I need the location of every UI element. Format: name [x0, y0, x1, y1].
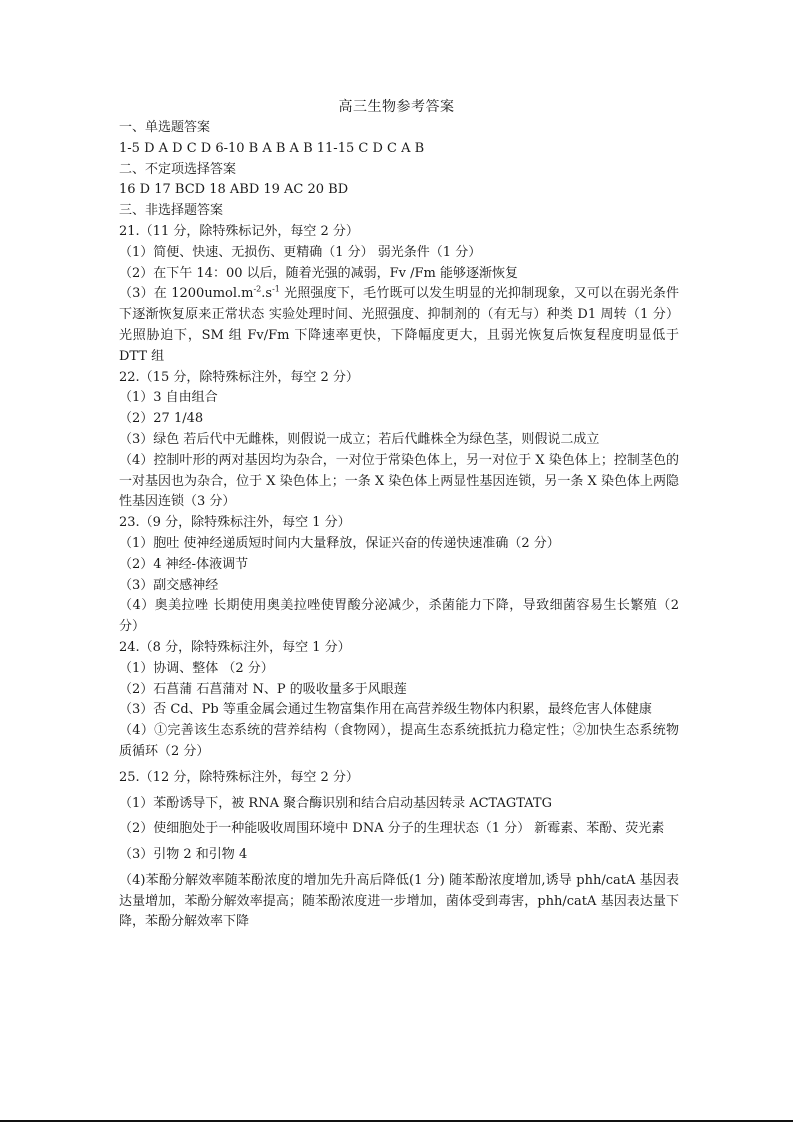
q22-answer-1: （1）3 自由组合 — [119, 390, 218, 406]
q22-answer-2: （2）27 1/48 — [119, 411, 204, 427]
q23-answer-1: （1）胞吐 使神经递质短时间内大量释放，保证兴奋的传递快速准确（2 分） — [119, 535, 560, 551]
q24-answer-1: （1）协调、整体 （2 分） — [119, 660, 274, 676]
single-choice-answers: 1-5 D A D C D 6-10 B A B A B 11-15 C D C A B — [119, 140, 425, 156]
q22-answer-4: （4）控制叶形的两对基因均为杂合，一对位于常染色体上，另一对位于 X 染色体上；控制茎色的一对基因也为杂合，位于 X 染色体上；一条 X 染色体上两显性基因连锁，另一条 X 染色体上两隐性基因连锁（3 分） — [119, 452, 679, 510]
multi-choice-answers: 16 D 17 BCD 18 ABD 19 AC 20 BD — [119, 182, 349, 198]
q23-answer-3: （3）副交感神经 — [119, 577, 219, 593]
q25-header: 25.（12 分，除特殊标注外，每空 2 分） — [119, 769, 359, 785]
q25-answer-3: （3）引物 2 和引物 4 — [119, 847, 248, 863]
section-heading-multi-choice: 二、不定项选择答案 — [119, 161, 237, 177]
q22-answer-3: （3）绿色 若后代中无雌株，则假说一成立；若后代雌株全为绿色茎，则假说二成立 — [119, 431, 600, 447]
q21-header: 21.（11 分，除特殊标记外，每空 2 分） — [119, 223, 359, 239]
q25-answer-4: （4)苯酚分解效率随苯酚浓度的增加先升高后降低(1 分) 随苯酚浓度增加,诱导 phh/catA 基因表达量增加，苯酚分解效率提高；随苯酚浓度进一步增加，菌体受到毒害，phh/catA 基因表达量下降，苯酚分解效率下降 — [119, 872, 679, 930]
q25-answer-1: （1）苯酚诱导下，被 RNA 聚合酶识别和结合启动基因转录 ACTAGTATG — [119, 795, 552, 811]
q21-answer-3-exp-1: -2 — [253, 285, 262, 295]
q23-answer-2: （2）4 神经-体液调节 — [119, 556, 249, 572]
q23-answer-4: （4）奥美拉唑 长期使用奥美拉唑使胃酸分泌减少，杀菌能力下降，导致细菌容易生长繁殖（2 分） — [119, 598, 679, 635]
q24-header: 24.（8 分，除特殊标注外，每空 1 分） — [119, 639, 351, 655]
q25-answer-2: （2）使细胞处于一种能吸收周围环境中 DNA 分子的生理状态（1 分） 新霉素、苯酚、荧光素 — [119, 821, 665, 837]
q22-header: 22.（15 分，除特殊标注外，每空 2 分） — [119, 369, 359, 385]
q21-answer-3-exp-2: -1 — [272, 285, 280, 295]
q21-answer-1: （1）简便、快速、无损伤、更精确（1 分） 弱光条件（1 分） — [119, 244, 482, 260]
q23-header: 23.（9 分，除特殊标注外，每空 1 分） — [119, 515, 351, 531]
q24-answer-3: （3）否 Cd、Pb 等重金属会通过生物富集作用在高营养级生物体内积累，最终危害人体健康 — [119, 702, 652, 718]
answer-content — [119, 118, 679, 933]
section-heading-single-choice: 一、单选题答案 — [119, 120, 211, 135]
q21-answer-3-part-a: （3）在 1200umol.m — [119, 286, 254, 302]
q21-answer-3 — [119, 284, 679, 367]
q21-answer-3-part-c: 光照强度下，毛竹既可以发生明显的光抑制现象，又可以在弱光条件下逐渐恢复原来正常状态 实验处理时间、光照强度、抑制剂的（有无与）种类 D1 周转（1 分） 光照胁迫下，SM 组 Fv/Fm 下降速率更快，下降幅度更大，且弱光恢复后恢复程度明显低于 DTT 组 — [119, 286, 679, 364]
q21-answer-3-part-b: .s — [261, 286, 273, 302]
section-heading-non-choice: 三、非选择题答案 — [119, 203, 224, 219]
q24-answer-2: （2）石菖蒲 石菖蒲对 N、P 的吸收量多于风眼莲 — [119, 681, 407, 697]
page-title: 高三生物参考答案 — [338, 99, 455, 115]
q24-answer-4: （4）①完善该生态系统的营养结构（食物网），提高生态系统抵抗力稳定性；②加快生态系统物质循环（2 分） — [119, 723, 679, 759]
q21-answer-2: （2）在下午 14：00 以后，随着光强的减弱，Fv /Fm 能够逐渐恢复 — [119, 265, 518, 281]
